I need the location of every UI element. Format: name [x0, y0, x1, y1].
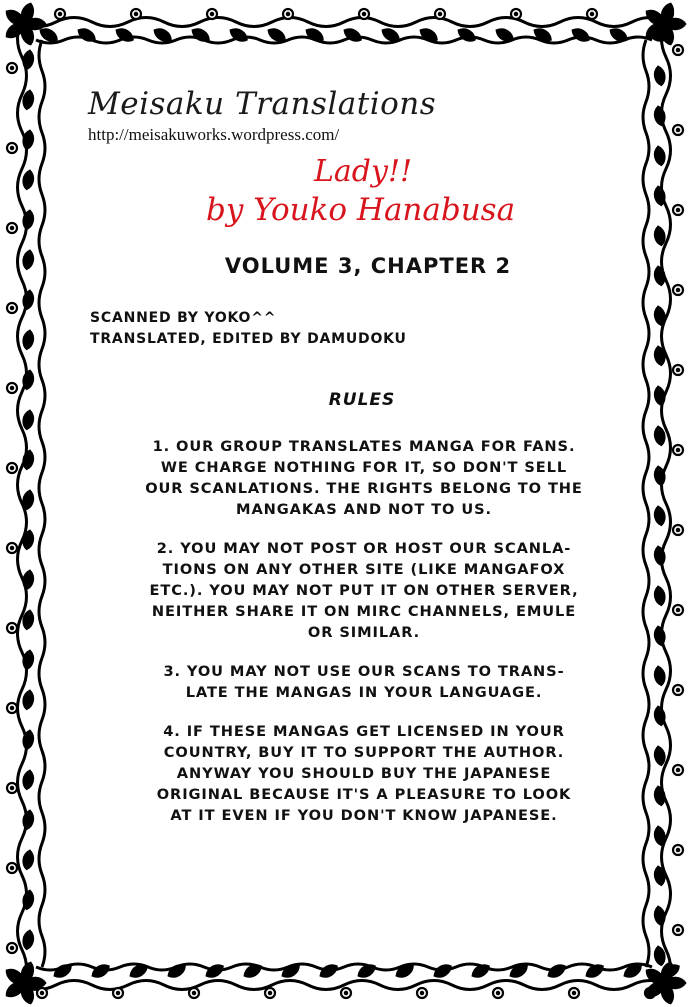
- rule-line: ETC.). YOU MAY NOT PUT IT ON OTHER SERVER,: [149, 582, 579, 599]
- credits-block: [90, 308, 608, 350]
- content-area: [88, 86, 608, 844]
- rule-line: NEITHER SHARE IT ON MIRC CHANNELS, EMULE: [151, 603, 577, 620]
- rule-line: 2. YOU MAY NOT POST OR HOST OUR SCANLA-: [156, 540, 572, 557]
- author-credit: by Youko Hanabusa: [206, 192, 516, 228]
- manga-title: Lady!!: [314, 154, 413, 189]
- scan-credit: SCANNED BY YOKO^^: [90, 310, 277, 326]
- translation-credit: TRANSLATED, EDITED BY DAMUDOKU: [90, 331, 407, 347]
- group-name: Meisaku Translations: [88, 86, 437, 122]
- rule-line: MANGAKAS AND NOT TO US.: [236, 501, 492, 518]
- rule-item: [114, 436, 614, 520]
- rule-item: [114, 538, 614, 643]
- rule-line: ORIGINAL BECAUSE IT'S A PLEASURE TO LOOK: [156, 786, 572, 803]
- chapter-heading: VOLUME 3, CHAPTER 2: [224, 254, 512, 278]
- rule-line: ANYWAY YOU SHOULD BUY THE JAPANESE: [176, 765, 552, 782]
- rules-heading: RULES: [328, 390, 396, 410]
- rule-line: 3. YOU MAY NOT USE OUR SCANS TO TRANS-: [163, 663, 565, 680]
- rule-line: 4. IF THESE MANGAS GET LICENSED IN YOUR: [163, 723, 565, 740]
- rule-line: TIONS ON ANY OTHER SITE (LIKE MANGAFOX: [162, 561, 566, 578]
- rule-item: [114, 721, 614, 826]
- rule-line: OUR SCANLATIONS. THE RIGHTS BELONG TO THE: [145, 480, 583, 497]
- rule-line: AT IT EVEN IF YOU DON'T KNOW JAPANESE.: [170, 807, 558, 824]
- rule-line: LATE THE MANGAS IN YOUR LANGUAGE.: [185, 684, 543, 701]
- group-url: http://meisakuworks.wordpress.com/: [88, 125, 340, 144]
- rule-line: OR SIMILAR.: [307, 624, 421, 641]
- rule-item: [114, 661, 614, 703]
- rule-line: 1. OUR GROUP TRANSLATES MANGA FOR FANS.: [152, 438, 576, 455]
- rules-list: [88, 436, 608, 826]
- rule-line: COUNTRY, BUY IT TO SUPPORT THE AUTHOR.: [163, 744, 565, 761]
- rule-line: WE CHARGE NOTHING FOR IT, SO DON'T SELL: [160, 459, 568, 476]
